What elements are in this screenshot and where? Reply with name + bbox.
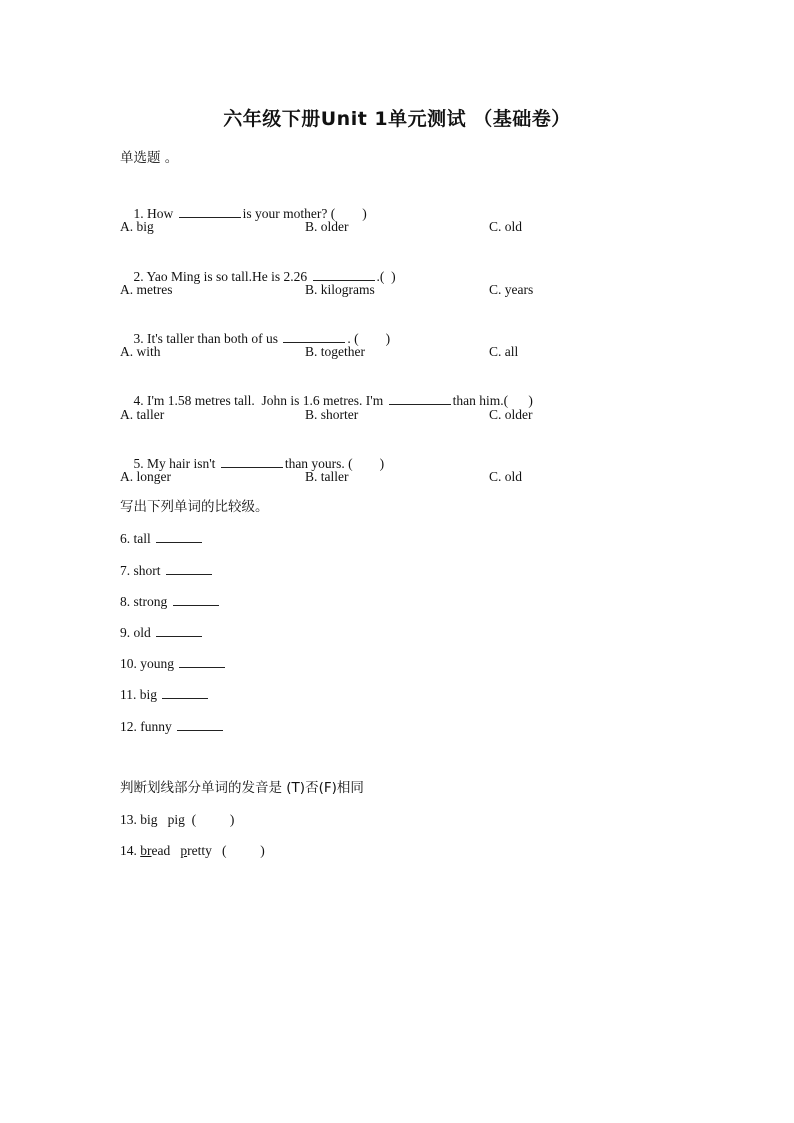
answer-blank[interactable] <box>179 205 241 218</box>
option-b[interactable]: B. shorter <box>305 407 359 422</box>
option-c[interactable]: C. older <box>489 407 533 422</box>
answer-blank[interactable] <box>313 268 375 281</box>
word-item-7 <box>120 562 214 580</box>
word-label: 11. big <box>120 687 157 702</box>
answer-blank[interactable] <box>283 330 345 343</box>
underlined-letters: g <box>150 812 158 827</box>
question-text: .( ) <box>376 269 396 284</box>
word: pig <box>157 812 192 827</box>
question-number: 13. <box>120 812 141 827</box>
word-part: retty <box>187 843 212 858</box>
word-item-10 <box>120 655 227 673</box>
underlined-letters: p <box>180 843 188 858</box>
option-c[interactable]: C. all <box>489 344 519 359</box>
word-item-6 <box>120 530 204 548</box>
question-text: is your mother? ( ) <box>242 206 367 221</box>
answer-blank[interactable] <box>156 624 202 637</box>
option-b[interactable]: B. together <box>305 344 365 359</box>
question-text: 5. My hair isn't <box>133 456 219 471</box>
option-b[interactable]: B. kilograms <box>305 282 375 297</box>
word-label: 10. young <box>120 656 174 671</box>
word-label: 8. strong <box>120 594 168 609</box>
underlined-letters: br <box>140 843 152 858</box>
question-text: than him.( ) <box>452 393 533 408</box>
section-heading-comparatives: 写出下列单词的比较级。 <box>120 499 269 515</box>
word-part: ead <box>151 843 181 858</box>
question-text: 1. How <box>133 206 177 221</box>
option-c[interactable]: C. years <box>489 282 534 297</box>
word-item-12 <box>120 718 225 736</box>
question-text: 4. I'm 1.58 metres tall. John is 1.6 metres. I'm <box>133 393 387 408</box>
question-number: 14. <box>120 843 141 858</box>
answer-blank[interactable] <box>166 562 212 575</box>
question-text: than yours. ( ) <box>284 456 385 471</box>
answer-blank[interactable] <box>162 686 208 699</box>
answer-blank[interactable] <box>177 718 223 731</box>
option-a[interactable]: A. longer <box>120 469 171 484</box>
option-c[interactable]: C. old <box>489 219 523 234</box>
word-item-9 <box>120 624 204 642</box>
option-a[interactable]: A. metres <box>120 282 173 297</box>
word-item-11 <box>120 686 210 704</box>
option-b[interactable]: B. taller <box>305 469 349 484</box>
section-heading-pronunciation: 判断划线部分单词的发音是 (T)否(F)相同 <box>120 780 364 796</box>
word-item-8 <box>120 593 221 611</box>
question-14 <box>120 842 265 860</box>
option-a[interactable]: A. taller <box>120 407 165 422</box>
answer-parentheses[interactable]: ( ) <box>191 812 235 827</box>
option-b[interactable]: B. older <box>305 219 349 234</box>
word-label: 6. tall <box>120 531 151 546</box>
page-title: 六年级下册Unit 1单元测试 （基础卷） <box>223 108 571 130</box>
option-c[interactable]: C. old <box>489 469 523 484</box>
word-part: bi <box>140 812 151 827</box>
answer-blank[interactable] <box>173 593 219 606</box>
word-label: 9. old <box>120 625 151 640</box>
question-text: 2. Yao Ming is so tall.He is 2.26 <box>133 269 311 284</box>
question-text: . ( ) <box>347 331 391 346</box>
section-heading-multiple-choice: 单选题 。 <box>120 150 179 166</box>
option-a[interactable]: A. with <box>120 344 161 359</box>
answer-blank[interactable] <box>389 392 451 405</box>
answer-blank[interactable] <box>156 530 202 543</box>
option-a[interactable]: A. big <box>120 219 154 234</box>
word-label: 12. funny <box>120 719 172 734</box>
answer-blank[interactable] <box>179 655 225 668</box>
answer-parentheses[interactable]: ( ) <box>211 843 265 858</box>
word-label: 7. short <box>120 563 161 578</box>
question-text: 3. It's taller than both of us <box>133 331 282 346</box>
question-13 <box>120 811 234 829</box>
answer-blank[interactable] <box>221 455 283 468</box>
